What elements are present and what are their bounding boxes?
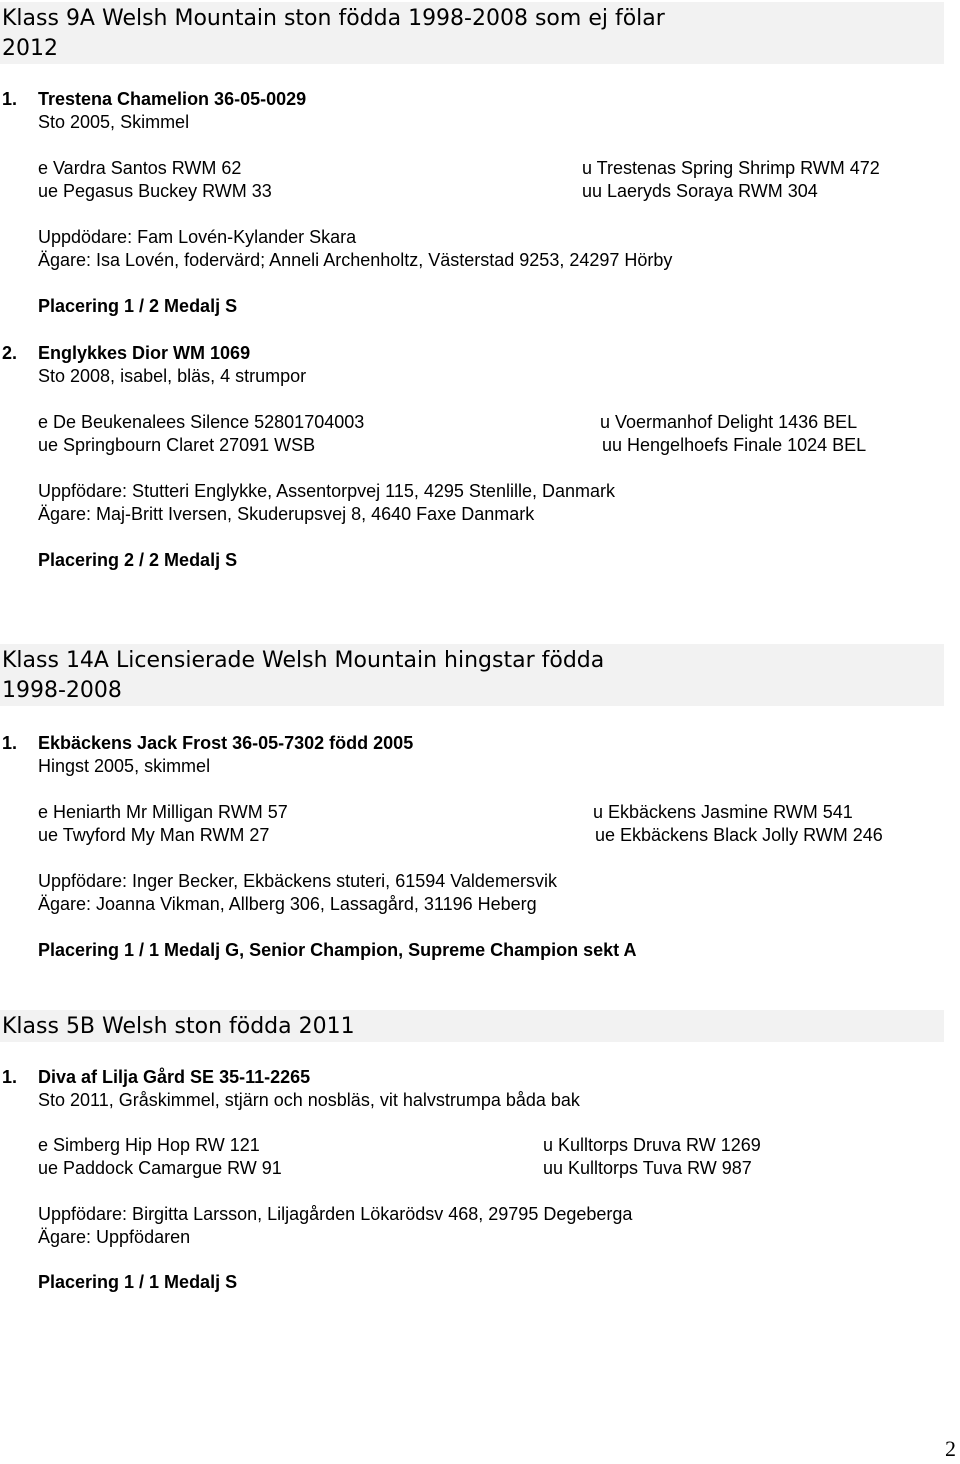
entry-owner: Ägare: Joanna Vikman, Allberg 306, Lassagård, 31196 Heberg (38, 894, 537, 914)
entry-dam-dam: uu Laeryds Soraya RWM 304 (582, 181, 818, 201)
class-heading-line1: Klass 9A Welsh Mountain ston födda 1998-2008 som ej fölar (2, 6, 665, 31)
class-heading-line1: Klass 5B Welsh ston födda 2011 (2, 1014, 355, 1039)
entry-breeder: Uppfödare: Birgitta Larsson, Liljagården Lökarödsv 468, 29795 Degeberga (38, 1204, 633, 1224)
class-heading-9a (0, 2, 944, 64)
entry-description: Hingst 2005, skimmel (38, 756, 211, 776)
entry-sire: e Heniarth Mr Milligan RWM 57 (38, 802, 288, 822)
class-heading-14a (0, 644, 944, 706)
entry-dam-dam: uu Kulltorps Tuva RW 987 (543, 1158, 752, 1178)
entry-name: Ekbäckens Jack Frost 36-05-7302 född 2005 (38, 733, 414, 753)
entry-sire: e Simberg Hip Hop RW 121 (38, 1135, 260, 1155)
entry-placement: Placering 1 / 1 Medalj S (38, 1272, 238, 1292)
entry-placement: Placering 1 / 2 Medalj S (38, 296, 238, 316)
class-heading-line2: 2012 (2, 36, 58, 61)
entry-dam-dam: uu Hengelhoefs Finale 1024 BEL (602, 435, 867, 455)
entry-dam: u Trestenas Spring Shrimp RWM 472 (582, 158, 880, 178)
entry-description: Sto 2011, Gråskimmel, stjärn och nosbläs, vit halvstrumpa båda bak (38, 1090, 580, 1110)
entry-placement: Placering 2 / 2 Medalj S (38, 550, 238, 570)
entry-dam-dam: ue Ekbäckens Black Jolly RWM 246 (595, 825, 883, 845)
class-heading-5b (0, 1010, 944, 1042)
entry-name: Diva af Lilja Gård SE 35-11-2265 (38, 1067, 311, 1087)
entry-owner: Ägare: Maj-Britt Iversen, Skuderupsvej 8, 4640 Faxe Danmark (38, 504, 535, 524)
entry-sire-sire: ue Paddock Camargue RW 91 (38, 1158, 282, 1178)
entry-number: 1. (2, 1067, 18, 1087)
entry-description: Sto 2005, Skimmel (38, 112, 190, 132)
entry-number: 2. (2, 343, 18, 363)
entry-number: 1. (2, 733, 18, 753)
entry-sire: e De Beukenalees Silence 52801704003 (38, 412, 365, 432)
entry-dam: u Kulltorps Druva RW 1269 (543, 1135, 761, 1155)
entry-breeder: Uppdödare: Fam Lovén-Kylander Skara (38, 227, 357, 247)
entry-dam: u Ekbäckens Jasmine RWM 541 (593, 802, 853, 822)
class-heading-line2: 1998-2008 (2, 678, 122, 703)
entry-owner: Ägare: Uppfödaren (38, 1227, 191, 1247)
entry-sire: e Vardra Santos RWM 62 (38, 158, 242, 178)
entry-breeder: Uppfödare: Inger Becker, Ekbäckens stuteri, 61594 Valdemersvik (38, 871, 557, 891)
class-heading-line1: Klass 14A Licensierade Welsh Mountain hingstar födda (2, 648, 605, 673)
entry-dam: u Voermanhof Delight 1436 BEL (600, 412, 858, 432)
entry-name: Trestena Chamelion 36-05-0029 (38, 89, 307, 109)
page-number: 2 (945, 1436, 956, 1461)
entry-number: 1. (2, 89, 18, 109)
entry-breeder: Uppfödare: Stutteri Englykke, Assentorpvej 115, 4295 Stenlille, Danmark (38, 481, 615, 501)
entry-sire-sire: ue Twyford My Man RWM 27 (38, 825, 270, 845)
entry-description: Sto 2008, isabel, bläs, 4 strumpor (38, 366, 307, 386)
entry-sire-sire: ue Pegasus Buckey RWM 33 (38, 181, 272, 201)
entry-name: Englykkes Dior WM 1069 (38, 343, 251, 363)
entry-sire-sire: ue Springbourn Claret 27091 WSB (38, 435, 316, 455)
entry-placement: Placering 1 / 1 Medalj G, Senior Champion, Supreme Champion sekt A (38, 940, 637, 960)
entry-owner: Ägare: Isa Lovén, fodervärd; Anneli Archenholtz, Västerstad 9253, 24297 Hörby (38, 250, 673, 270)
